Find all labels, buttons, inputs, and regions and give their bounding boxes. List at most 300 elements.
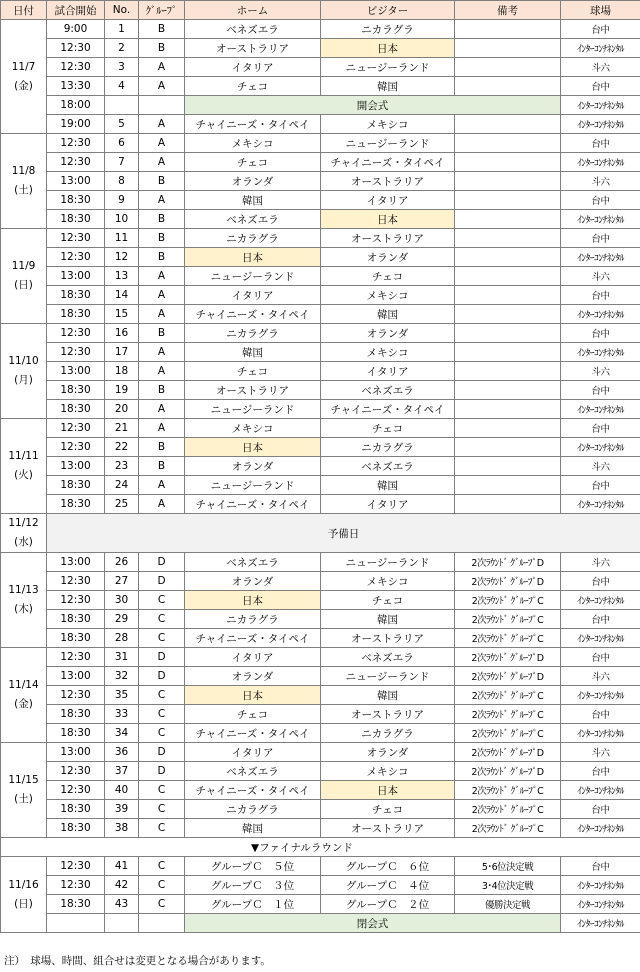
start-time: 12:30 [47,39,105,58]
group: D [139,553,185,572]
remarks [455,191,561,210]
group: C [139,895,185,914]
home-team: メキシコ [185,419,321,438]
group: C [139,591,185,610]
header-game-number: No. [105,1,139,20]
remarks: 2次ﾗｳﾝﾄﾞ ｸﾞﾙｰﾌﾟC [455,705,561,724]
group: B [139,248,185,267]
start-time: 18:30 [47,286,105,305]
visitor-team: 韓国 [321,610,455,629]
remarks: 5･6位決定戦 [455,857,561,876]
venue: ｲﾝﾀｰｺﾝﾁﾈﾝﾀﾙ [561,781,640,800]
home-team: ニュージーランド [185,476,321,495]
venue: 斗六 [561,362,640,381]
start-time: 12:30 [47,248,105,267]
venue: 斗六 [561,267,640,286]
group: B [139,229,185,248]
schedule-row [1,134,640,153]
date-cell: 11/8 (土) [1,134,47,229]
header-visitor: ビジター [321,1,455,20]
visitor-team: オーストラリア [321,705,455,724]
home-team: 日本 [185,438,321,457]
remarks [455,172,561,191]
start-time: 12:30 [47,324,105,343]
visitor-team: 韓国 [321,305,455,324]
visitor-team: 日本 [321,781,455,800]
home-team: チャイニーズ・タイペイ [185,305,321,324]
home-team: グループＣ ５位 [185,857,321,876]
game-number: 25 [105,495,139,514]
start-time: 12:30 [47,438,105,457]
venue: 斗六 [561,553,640,572]
group: C [139,629,185,648]
schedule-header [1,1,640,20]
home-team: 韓国 [185,191,321,210]
ceremony-label: 閉会式 [185,914,561,933]
venue: ｲﾝﾀｰｺﾝﾁﾈﾝﾀﾙ [561,96,640,115]
schedule-row [1,724,640,743]
remarks: 2次ﾗｳﾝﾄﾞ ｸﾞﾙｰﾌﾟD [455,762,561,781]
reserve-day-label: 予備日 [47,514,640,553]
schedule-row [1,781,640,800]
start-time: 18:30 [47,705,105,724]
schedule-row [1,686,640,705]
schedule-row [1,629,640,648]
game-number: 30 [105,591,139,610]
remarks: 2次ﾗｳﾝﾄﾞ ｸﾞﾙｰﾌﾟC [455,724,561,743]
group: D [139,648,185,667]
group: A [139,495,185,514]
game-number: 16 [105,324,139,343]
game-number: 35 [105,686,139,705]
game-number: 42 [105,876,139,895]
venue: ｲﾝﾀｰｺﾝﾁﾈﾝﾀﾙ [561,895,640,914]
group: A [139,77,185,96]
home-team: チェコ [185,705,321,724]
game-number: 12 [105,248,139,267]
visitor-team: グループＣ ２位 [321,895,455,914]
group [139,96,185,115]
home-team: ベネズエラ [185,210,321,229]
venue: 台中 [561,191,640,210]
remarks [455,20,561,39]
remarks: 2次ﾗｳﾝﾄﾞ ｸﾞﾙｰﾌﾟC [455,819,561,838]
start-time: 18:30 [47,610,105,629]
remarks: 2次ﾗｳﾝﾄﾞ ｸﾞﾙｰﾌﾟC [455,629,561,648]
venue: 台中 [561,77,640,96]
group: D [139,667,185,686]
remarks: 2次ﾗｳﾝﾄﾞ ｸﾞﾙｰﾌﾟC [455,781,561,800]
remarks: 2次ﾗｳﾝﾄﾞ ｸﾞﾙｰﾌﾟD [455,667,561,686]
schedule-row [1,438,640,457]
start-time: 13:30 [47,77,105,96]
game-number: 28 [105,629,139,648]
group: B [139,20,185,39]
start-time: 12:30 [47,572,105,591]
venue: ｲﾝﾀｰｺﾝﾁﾈﾝﾀﾙ [561,591,640,610]
game-number: 3 [105,58,139,77]
schedule-row [1,400,640,419]
venue: ｲﾝﾀｰｺﾝﾁﾈﾝﾀﾙ [561,343,640,362]
schedule-row [1,762,640,781]
visitor-team: ニュージーランド [321,553,455,572]
game-number: 18 [105,362,139,381]
game-number: 23 [105,457,139,476]
home-team: イタリア [185,58,321,77]
visitor-team: イタリア [321,191,455,210]
remarks [455,343,561,362]
home-team: ベネズエラ [185,553,321,572]
remarks [455,438,561,457]
visitor-team: チェコ [321,591,455,610]
remarks [455,381,561,400]
date-cell: 11/11 (火) [1,419,47,514]
start-time: 18:30 [47,191,105,210]
visitor-team: ニュージーランド [321,667,455,686]
visitor-team: オーストラリア [321,819,455,838]
game-number: 40 [105,781,139,800]
group: C [139,819,185,838]
venue: 台中 [561,648,640,667]
group: A [139,343,185,362]
start-time: 18:30 [47,895,105,914]
header-row [1,1,640,20]
visitor-team: イタリア [321,495,455,514]
home-team: チャイニーズ・タイペイ [185,629,321,648]
schedule-row [1,305,640,324]
game-number: 24 [105,476,139,495]
game-number: 26 [105,553,139,572]
game-number: 6 [105,134,139,153]
start-time: 18:30 [47,819,105,838]
group: B [139,172,185,191]
schedule-row [1,610,640,629]
start-time: 18:30 [47,495,105,514]
date-cell: 11/9 (日) [1,229,47,324]
group: A [139,58,185,77]
game-number: 7 [105,153,139,172]
remarks [455,495,561,514]
group: A [139,267,185,286]
group: C [139,610,185,629]
header-group: ｸﾞﾙｰﾌﾟ [139,1,185,20]
start-time: 13:00 [47,457,105,476]
visitor-team: ベネズエラ [321,381,455,400]
header-date: 日付 [1,1,47,20]
group: A [139,305,185,324]
remarks: 2次ﾗｳﾝﾄﾞ ｸﾞﾙｰﾌﾟD [455,648,561,667]
date-cell: 11/14 (金) [1,648,47,743]
remarks [455,305,561,324]
start-time: 12:30 [47,781,105,800]
home-team: ニュージーランド [185,400,321,419]
game-number: 14 [105,286,139,305]
visitor-team: チェコ [321,800,455,819]
group: C [139,724,185,743]
group [139,914,185,933]
visitor-team: ベネズエラ [321,648,455,667]
visitor-team: グループＣ ６位 [321,857,455,876]
header-home: ホーム [185,1,321,20]
venue: 斗六 [561,58,640,77]
remarks [455,77,561,96]
start-time: 13:00 [47,267,105,286]
venue: 台中 [561,572,640,591]
start-time: 12:30 [47,419,105,438]
remarks [455,324,561,343]
start-time: 12:30 [47,686,105,705]
start-time: 18:30 [47,381,105,400]
schedule-row [1,648,640,667]
start-time: 18:30 [47,400,105,419]
schedule-row [1,229,640,248]
date-cell: 11/7 (金) [1,20,47,134]
game-number: 1 [105,20,139,39]
remarks [455,400,561,419]
home-team: グループＣ ３位 [185,876,321,895]
venue: ｲﾝﾀｰｺﾝﾁﾈﾝﾀﾙ [561,400,640,419]
visitor-team: オーストラリア [321,172,455,191]
schedule-row [1,419,640,438]
start-time: 13:00 [47,172,105,191]
home-team: 韓国 [185,343,321,362]
remarks [455,210,561,229]
game-number: 11 [105,229,139,248]
visitor-team: ニカラグラ [321,438,455,457]
home-team: オーストラリア [185,381,321,400]
home-team: チャイニーズ・タイペイ [185,495,321,514]
home-team: イタリア [185,648,321,667]
header-venue: 球場 [561,1,640,20]
schedule-row [1,876,640,895]
schedule-row [1,58,640,77]
remarks [455,153,561,172]
venue: ｲﾝﾀｰｺﾝﾁﾈﾝﾀﾙ [561,438,640,457]
home-team: ベネズエラ [185,762,321,781]
visitor-team: イタリア [321,362,455,381]
start-time: 18:00 [47,96,105,115]
schedule-row [1,172,640,191]
venue: ｲﾝﾀｰｺﾝﾁﾈﾝﾀﾙ [561,819,640,838]
home-team: チェコ [185,77,321,96]
start-time: 18:30 [47,724,105,743]
start-time: 12:30 [47,648,105,667]
visitor-team: 韓国 [321,476,455,495]
schedule-row [1,248,640,267]
group: A [139,400,185,419]
venue: 台中 [561,324,640,343]
visitor-team: オランダ [321,248,455,267]
home-team: ニカラグラ [185,610,321,629]
venue: ｲﾝﾀｰｺﾝﾁﾈﾝﾀﾙ [561,724,640,743]
group: B [139,210,185,229]
visitor-team: チャイニーズ・タイペイ [321,400,455,419]
game-number: 27 [105,572,139,591]
home-team: オランダ [185,667,321,686]
remarks [455,229,561,248]
schedule-row [1,267,640,286]
game-number: 36 [105,743,139,762]
section-row [1,838,640,857]
visitor-team: ニュージーランド [321,58,455,77]
game-number: 21 [105,419,139,438]
game-number: 43 [105,895,139,914]
home-team: ニカラグラ [185,229,321,248]
group: A [139,419,185,438]
schedule-row [1,324,640,343]
visitor-team: メキシコ [321,572,455,591]
start-time: 12:30 [47,343,105,362]
remarks [455,267,561,286]
group: C [139,800,185,819]
start-time: 12:30 [47,134,105,153]
remarks [455,286,561,305]
header-start-time: 試合開始 [47,1,105,20]
visitor-team: ニカラグラ [321,20,455,39]
schedule-row [1,77,640,96]
home-team: 日本 [185,248,321,267]
group: C [139,686,185,705]
visitor-team: メキシコ [321,286,455,305]
schedule-row [1,819,640,838]
venue: 台中 [561,229,640,248]
footnote: 注） 球場、時間、組合せは変更となる場合があります。 [4,955,271,967]
home-team: イタリア [185,286,321,305]
remarks: 2次ﾗｳﾝﾄﾞ ｸﾞﾙｰﾌﾟD [455,572,561,591]
game-number: 41 [105,857,139,876]
schedule-row [1,914,640,933]
remarks [455,134,561,153]
venue: ｲﾝﾀｰｺﾝﾁﾈﾝﾀﾙ [561,153,640,172]
group: B [139,39,185,58]
visitor-team: 韓国 [321,686,455,705]
venue: 台中 [561,762,640,781]
start-time: 12:30 [47,762,105,781]
game-number [105,96,139,115]
venue: 斗六 [561,667,640,686]
home-team: チェコ [185,362,321,381]
game-number: 13 [105,267,139,286]
start-time: 12:30 [47,153,105,172]
group: B [139,457,185,476]
venue: 台中 [561,419,640,438]
visitor-team: 日本 [321,210,455,229]
visitor-team: ニュージーランド [321,134,455,153]
visitor-team: グループＣ ４位 [321,876,455,895]
start-time: 19:00 [47,115,105,134]
remarks: 2次ﾗｳﾝﾄﾞ ｸﾞﾙｰﾌﾟD [455,553,561,572]
schedule-row [1,343,640,362]
visitor-team: オランダ [321,743,455,762]
home-team: 日本 [185,591,321,610]
start-time: 18:30 [47,800,105,819]
group: C [139,705,185,724]
home-team: オランダ [185,457,321,476]
schedule-row [1,115,640,134]
venue: ｲﾝﾀｰｺﾝﾁﾈﾝﾀﾙ [561,495,640,514]
start-time: 13:00 [47,362,105,381]
game-number [105,914,139,933]
schedule-row [1,20,640,39]
visitor-team: チェコ [321,419,455,438]
visitor-team: オランダ [321,324,455,343]
remarks [455,58,561,77]
visitor-team: メキシコ [321,762,455,781]
game-number: 8 [105,172,139,191]
schedule-row [1,705,640,724]
remarks: 2次ﾗｳﾝﾄﾞ ｸﾞﾙｰﾌﾟC [455,610,561,629]
game-number: 32 [105,667,139,686]
schedule-row [1,191,640,210]
game-number: 15 [105,305,139,324]
visitor-team: チャイニーズ・タイペイ [321,153,455,172]
game-number: 5 [105,115,139,134]
remarks: 2次ﾗｳﾝﾄﾞ ｸﾞﾙｰﾌﾟC [455,686,561,705]
start-time: 12:30 [47,857,105,876]
game-number: 37 [105,762,139,781]
start-time: 13:00 [47,667,105,686]
group: A [139,115,185,134]
start-time: 18:30 [47,629,105,648]
start-time: 9:00 [47,20,105,39]
group: A [139,362,185,381]
remarks: 2次ﾗｳﾝﾄﾞ ｸﾞﾙｰﾌﾟC [455,591,561,610]
schedule-row [1,572,640,591]
remarks [455,115,561,134]
visitor-team: ベネズエラ [321,457,455,476]
home-team: ニカラグラ [185,800,321,819]
schedule-row [1,96,640,115]
home-team: ベネズエラ [185,20,321,39]
game-number: 31 [105,648,139,667]
venue: 台中 [561,800,640,819]
remarks [455,248,561,267]
game-number: 20 [105,400,139,419]
home-team: メキシコ [185,134,321,153]
schedule-row [1,667,640,686]
visitor-team: メキシコ [321,343,455,362]
game-number: 29 [105,610,139,629]
venue: 斗六 [561,172,640,191]
schedule-row [1,153,640,172]
venue: 台中 [561,705,640,724]
final-round-heading: ▼ファイナルラウンド [1,838,640,857]
venue: ｲﾝﾀｰｺﾝﾁﾈﾝﾀﾙ [561,629,640,648]
home-team: オーストラリア [185,39,321,58]
start-time: 12:30 [47,591,105,610]
venue: 斗六 [561,743,640,762]
remarks: 2次ﾗｳﾝﾄﾞ ｸﾞﾙｰﾌﾟC [455,800,561,819]
start-time: 18:30 [47,305,105,324]
venue: 斗六 [561,457,640,476]
venue: 台中 [561,610,640,629]
schedule-body [1,20,640,933]
group: A [139,134,185,153]
home-team: チャイニーズ・タイペイ [185,724,321,743]
game-number: 9 [105,191,139,210]
date-cell: 11/12 (水) [1,514,47,553]
home-team: イタリア [185,743,321,762]
venue: ｲﾝﾀｰｺﾝﾁﾈﾝﾀﾙ [561,686,640,705]
visitor-team: 韓国 [321,77,455,96]
start-time: 12:30 [47,229,105,248]
game-number: 34 [105,724,139,743]
home-team: オランダ [185,572,321,591]
schedule-row [1,800,640,819]
date-cell: 11/10 (月) [1,324,47,419]
venue: ｲﾝﾀｰｺﾝﾁﾈﾝﾀﾙ [561,876,640,895]
group: D [139,762,185,781]
